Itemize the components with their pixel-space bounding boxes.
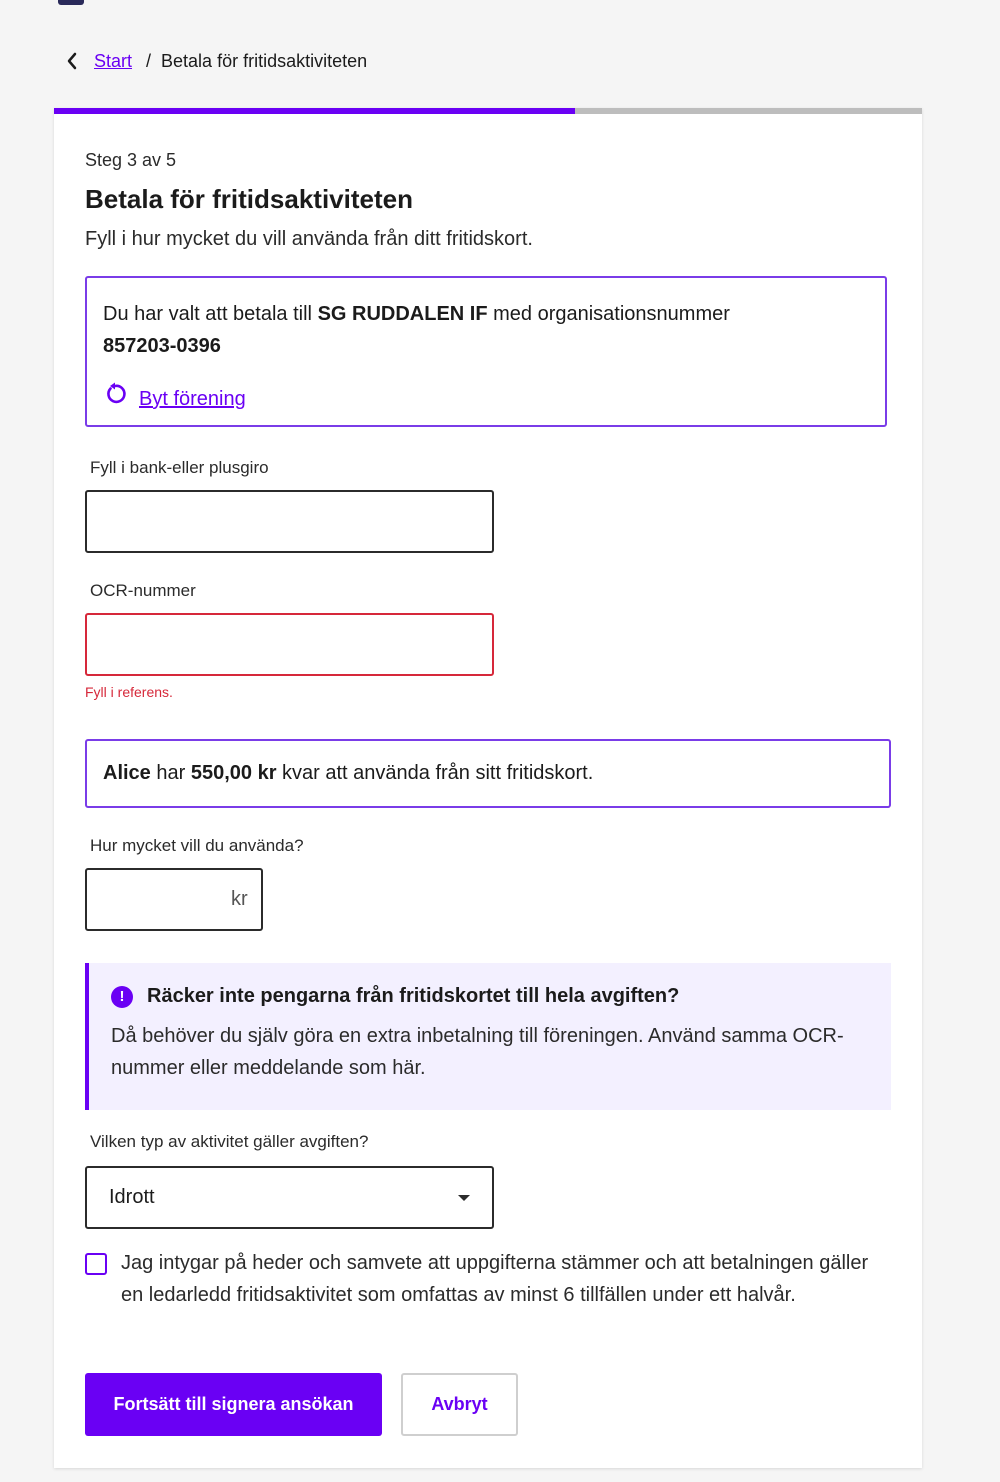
association-name: SG RUDDALEN IF bbox=[317, 303, 488, 325]
association-info-middle: med organisationsnummer bbox=[487, 303, 730, 325]
balance-text-2: kvar att använda från sitt fritidskort. bbox=[276, 762, 594, 784]
change-association-link[interactable] bbox=[103, 382, 869, 416]
ocr-label: OCR-nummer bbox=[90, 581, 196, 600]
child-name: Alice bbox=[103, 762, 151, 784]
association-info-prefix: Du har valt att betala till bbox=[103, 303, 318, 325]
notice-body: Då behöver du själv göra en extra inbetalning till föreningen. Använd samma OCR-nummer eller meddelande som här. bbox=[111, 1025, 844, 1079]
exclamation-icon: ! bbox=[111, 986, 133, 1008]
activity-type-selected: Idrott bbox=[109, 1186, 155, 1208]
balance-text-1: har bbox=[150, 762, 191, 784]
breadcrumb-home-link[interactable]: Start bbox=[94, 50, 133, 71]
balance-info-box bbox=[85, 739, 891, 808]
step-indicator: Steg 3 av 5 bbox=[85, 150, 177, 170]
amount-unit: kr bbox=[231, 888, 248, 910]
org-number: 857203-0396 bbox=[103, 335, 221, 357]
bank-giro-input[interactable] bbox=[85, 490, 494, 553]
balance-amount: 550,00 kr bbox=[190, 762, 277, 784]
activity-type-label: Vilken typ av aktivitet gäller avgiften? bbox=[90, 1132, 369, 1151]
page-subtitle: Fyll i hur mycket du vill använda från ditt fritidskort. bbox=[85, 228, 533, 250]
breadcrumb bbox=[60, 48, 367, 74]
consent-checkbox[interactable] bbox=[85, 1253, 107, 1275]
progress-bar-fill bbox=[54, 108, 575, 114]
progress-bar bbox=[54, 108, 922, 114]
amount-input[interactable] bbox=[87, 870, 227, 929]
notice-heading: Räcker inte pengarna från fritidskortet till hela avgiften? bbox=[147, 985, 680, 1007]
activity-type-select[interactable] bbox=[85, 1166, 494, 1229]
association-info-text bbox=[103, 298, 869, 362]
chevron-down-icon bbox=[458, 1195, 470, 1201]
refresh-icon bbox=[103, 382, 127, 416]
consent-row bbox=[85, 1251, 891, 1311]
ocr-error-message: Fyll i referens. bbox=[85, 684, 173, 700]
association-info-box bbox=[85, 276, 887, 427]
breadcrumb-current: Betala för fritidsaktiviteten bbox=[161, 50, 368, 71]
chevron-left-icon[interactable] bbox=[60, 49, 84, 73]
continue-button[interactable]: Fortsätt till signera ansökan bbox=[85, 1373, 382, 1436]
bank-giro-label: Fyll i bank-eller plusgiro bbox=[90, 458, 269, 477]
amount-field bbox=[85, 868, 263, 931]
consent-text: Jag intygar på heder och samvete att uppgifterna stämmer och att betalningen gäller en ledarledd fritidsaktivitet som omfattas av minst 6 tillfällen under ett halvår. bbox=[121, 1252, 869, 1306]
breadcrumb-separator: / bbox=[146, 50, 152, 71]
ocr-input[interactable] bbox=[85, 613, 494, 676]
page-title: Betala för fritidsaktiviteten bbox=[85, 184, 413, 214]
change-association-label: Byt förening bbox=[139, 388, 246, 410]
logo bbox=[58, 0, 84, 5]
form-card bbox=[54, 108, 922, 1468]
amount-label: Hur mycket vill du använda? bbox=[90, 836, 304, 855]
cancel-button[interactable]: Avbryt bbox=[401, 1373, 518, 1436]
notice-box bbox=[85, 963, 891, 1110]
